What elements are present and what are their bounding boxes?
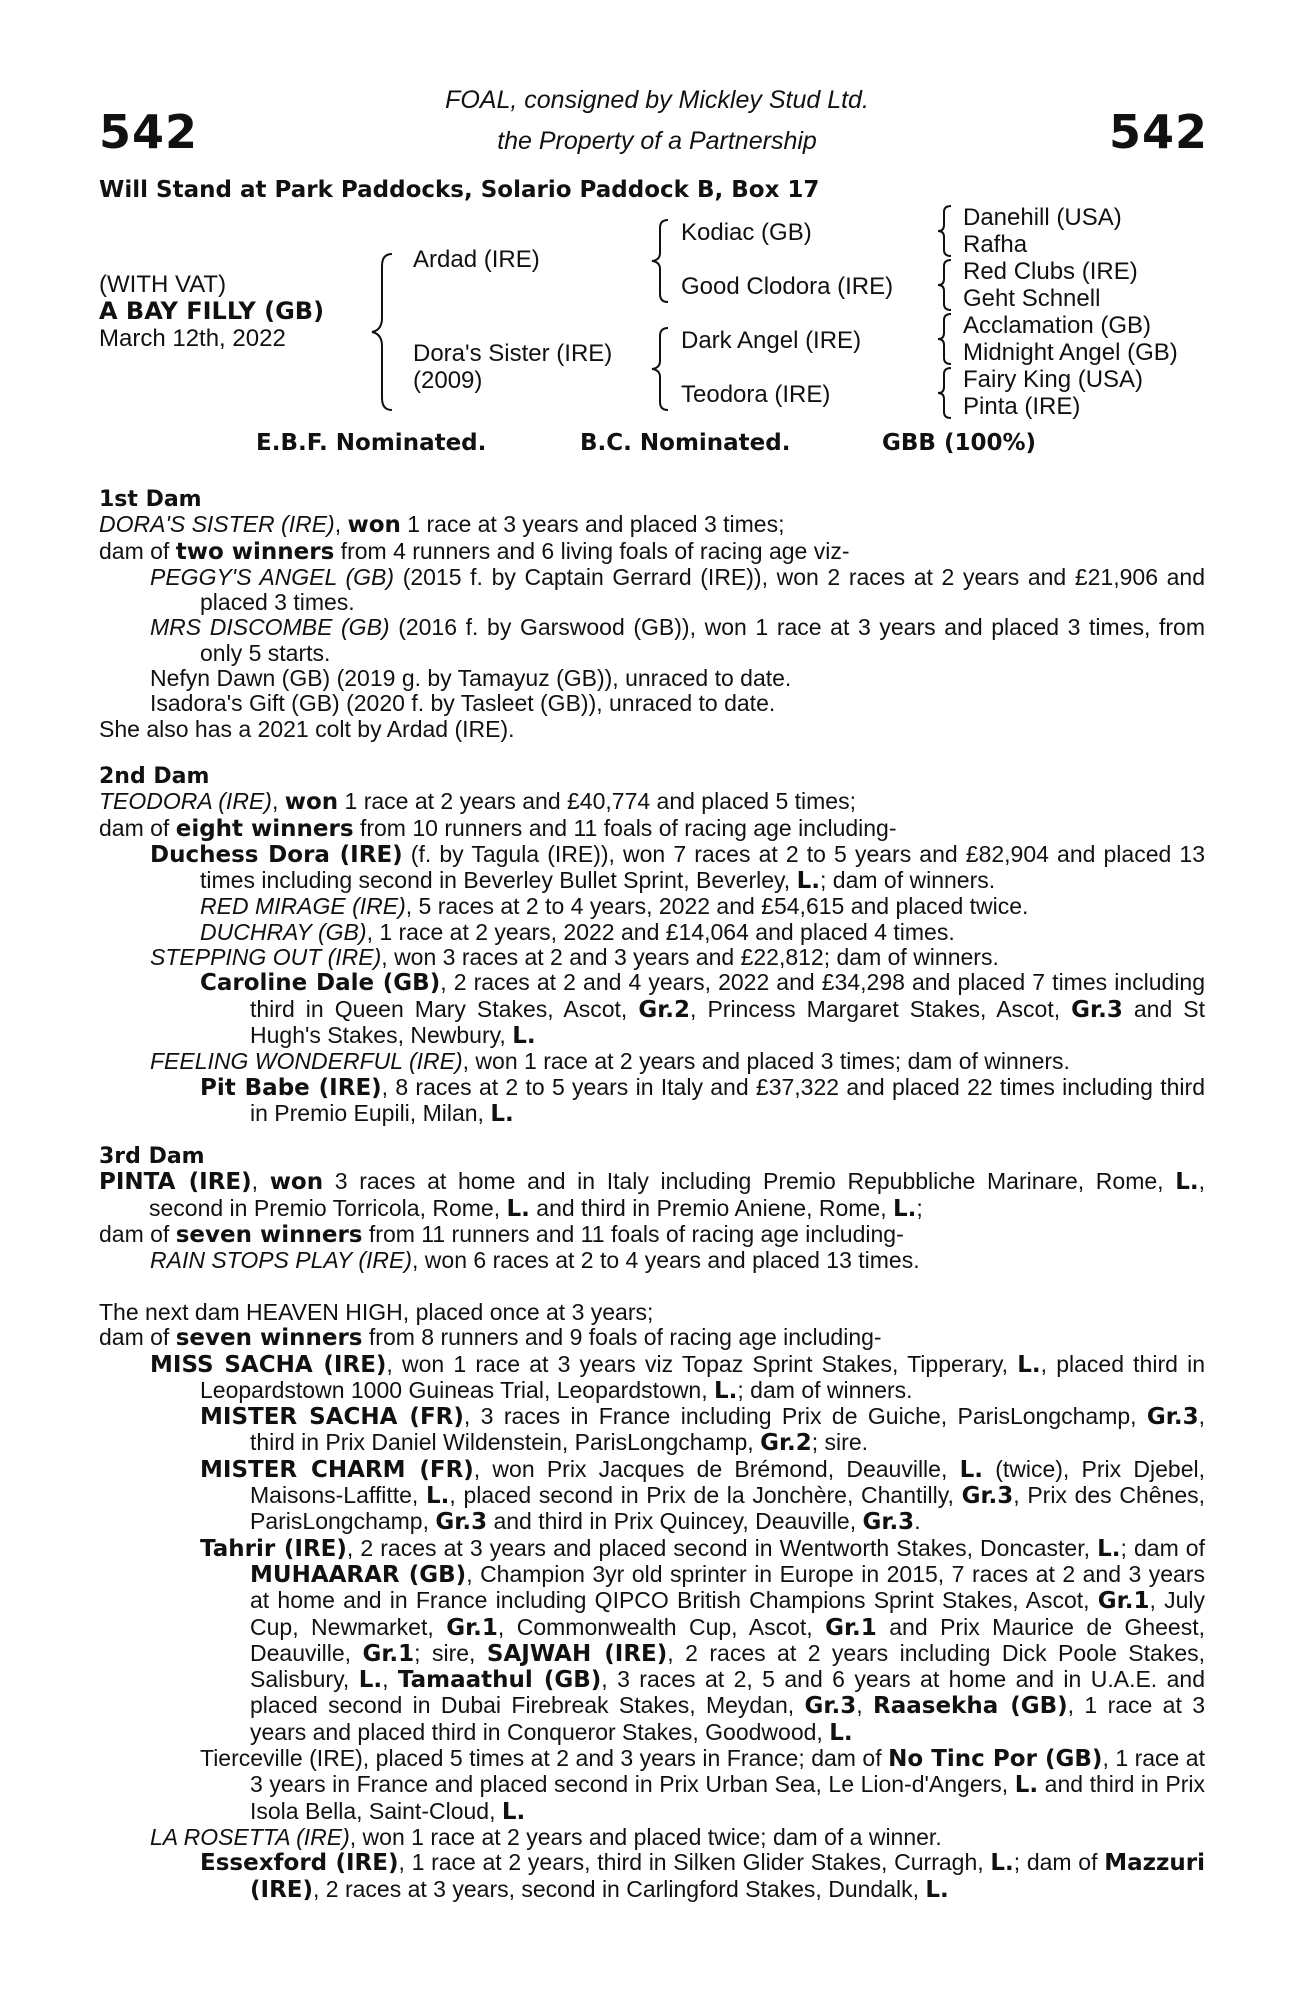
text: ; dam of [1013, 1849, 1098, 1876]
horse-name: TEODORA (IRE) [99, 788, 272, 815]
text: , 1 race at 3 years and placed third in Conqueror Stakes, Goodwood, [250, 1692, 1206, 1745]
horse-name: MISS SACHA (IRE) [150, 1351, 387, 1378]
horse-name: No Tinc Por (GB) [888, 1746, 1103, 1773]
section-heading: 3rd Dam [99, 1144, 205, 1169]
text: , 3 races at 2, 5 and 6 years at home and in U.A.E. and placed second in Dubai Firebreak Stakes, Meydan, [250, 1666, 1205, 1719]
horse-name: Mazzuri (IRE) [250, 1850, 1205, 1903]
listed-tag: L. [1097, 1535, 1121, 1562]
text: . [914, 1508, 921, 1535]
winners-count: seven winners [175, 1221, 363, 1248]
text: Tierceville (IRE), placed 5 times at 2 and 3 years in France; dam of [200, 1745, 889, 1772]
listed-tag: L. [990, 1850, 1014, 1877]
vat-label: (WITH VAT) [99, 271, 227, 298]
listed-tag: L. [959, 1456, 983, 1483]
great-grandparent-5: Acclamation (GB) [963, 312, 1152, 339]
text: , 1 race at 3 years in France and placed second in Prix Urban Sea, Le Lion-d'Angers, [250, 1745, 1205, 1798]
pedigree-brace-2 [650, 218, 674, 304]
text: 3 races at home and in Italy including Premio Repubbliche Marinare, Rome, [323, 1168, 1176, 1195]
horse-name: LA ROSETTA (IRE) [150, 1823, 350, 1850]
text: ; dam of winners. [820, 867, 996, 894]
great-grandparent-8: Pinta (IRE) [963, 393, 1081, 420]
text: , Prix des Chênes, ParisLongchamp, [250, 1482, 1206, 1535]
pedigree-brace-5 [936, 258, 956, 312]
group-tag: Gr.1 [446, 1614, 498, 1641]
horse-name: Tahrir (IRE) [200, 1535, 347, 1562]
text: dam of [99, 537, 176, 564]
text: , 5 races at 2 to 4 years, 2022 and £54,615 and placed twice. [405, 893, 1029, 920]
second-dam-section: 2nd Dam TEODORA (IRE), won 1 race at 2 years and £40,774 and placed 5 times; dam of eight winners from 10 runners and 11 foals of racing age including- Duchess Dora (IRE) (f. by Tagula (IRE)), won 7 races at 2 to 5 years and £82,904 and placed 13 times including second in Beverley Bullet Sprint, Beverley, L.; dam of winners. RED MIRAGE (IRE), 5 races at 2 to 4 years, 2022 and £54,615 and placed twice. DUCHRAY (GB), 1 race at 2 years, 2022 and £14,064 and placed 4 times. STEPPING OUT (IRE), won 3 races at 2 and 3 years and £22,812; dam of winners. Caroline Dale (GB), 2 races at 2 and 4 years, 2022 and £34,298 and placed 7 times including third in Queen Mary Stakes, Ascot, Gr.2, Princess Margaret Stakes, Ascot, Gr.3 and St Hugh's Stakes, Newbury, L. FEELING WONDERFUL (IRE), won 1 race at 2 years and placed 3 times; dam of winners. Pit Babe (IRE), 8 races at 2 to 5 years in Italy and £37,322 and placed 22 times including third in Premio Eupili, Milan, L. [99, 764, 1206, 1127]
lot-number-right: 542 [1108, 105, 1208, 159]
horse-name: DORA'S SISTER (IRE) [99, 511, 335, 538]
great-grandparent-7: Fairy King (USA) [963, 366, 1144, 393]
horse-name: MISTER CHARM (FR) [200, 1456, 474, 1483]
horse-name: STEPPING OUT (IRE) [150, 944, 382, 971]
text: , [856, 1692, 873, 1719]
text: dam of [99, 1220, 176, 1247]
text: and third in Prix Isola Bella, Saint-Cloud, [250, 1771, 1205, 1824]
text: and Prix Maurice de Gheest, Deauville, [250, 1613, 1205, 1666]
listed-tag: L. [829, 1719, 853, 1746]
text: , won 1 race at 2 years and placed twice; dam of a winner. [349, 1823, 942, 1850]
text: , won 3 races at 2 and 3 years and £22,812; dam of winners. [381, 944, 999, 971]
great-grandparent-1: Danehill (USA) [963, 204, 1122, 231]
text: ; [916, 1194, 923, 1221]
text: , won 1 race at 3 years viz Topaz Sprint Stakes, Tipperary, [386, 1350, 1018, 1377]
listed-tag: L. [714, 1377, 738, 1404]
horse-dob: March 12th, 2022 [99, 325, 286, 352]
text: , won Prix Jacques de Brémond, Deauville, [473, 1455, 960, 1482]
text: , 8 races at 2 to 5 years in Italy and £37,322 and placed 22 times including third in Premio Eupili, Milan, [250, 1073, 1205, 1126]
won-label: won [284, 789, 339, 816]
text: , 2 races at 2 years including Dick Poole Stakes, Salisbury, [250, 1639, 1206, 1693]
horse-name: Tamaathul (GB) [397, 1667, 602, 1694]
lot-number-left: 542 [99, 105, 199, 159]
horse-name: Essexford (IRE) [200, 1850, 399, 1877]
next-dam-section [99, 1300, 1205, 1903]
group-tag: Gr.3 [862, 1509, 915, 1536]
text: from 11 runners and 11 foals of racing age including- [362, 1220, 904, 1247]
pedigree-brace-1 [370, 252, 400, 412]
group-tag: Gr.3 [804, 1693, 857, 1720]
group-tag: Gr.1 [825, 1614, 877, 1641]
text: (2015 f. by Captain Gerrard (IRE)), won 2 races at 2 years and £21,906 and placed 3 times. [200, 563, 1205, 616]
horse-name: Duchess Dora (IRE) [150, 841, 403, 868]
pedigree-brace-6 [936, 312, 956, 366]
listed-tag: L. [506, 1195, 530, 1222]
text: , 3 races in France including Prix de Guiche, ParisLongchamp, [463, 1403, 1147, 1430]
dam-sire: Dark Angel (IRE) [681, 327, 862, 354]
won-label: won [269, 1169, 324, 1196]
text: , Princess Margaret Stakes, Ascot, [690, 995, 1072, 1022]
text: , won 6 races at 2 to 4 years and placed 13 times. [412, 1247, 920, 1274]
text: , 2 races at 3 years, second in Carlingford Stakes, Dundalk, [313, 1875, 926, 1902]
horse-name: DUCHRAY (GB) [200, 918, 367, 945]
horse-name: RAIN STOPS PLAY (IRE) [150, 1247, 413, 1274]
text: , placed third in Leopardstown 1000 Guineas Trial, Leopardstown, [200, 1350, 1205, 1403]
text: from 4 runners and 6 living foals of racing age viz- [334, 537, 850, 564]
text: , 1 race at 2 years, 2022 and £14,064 and placed 4 times. [366, 918, 955, 945]
text: and third in Premio Aniene, Rome, [529, 1194, 893, 1221]
group-tag: Gr.2 [760, 1430, 812, 1457]
winners-count: seven winners [175, 1325, 363, 1352]
section-heading: 2nd Dam [99, 764, 210, 789]
horse-name: FEELING WONDERFUL (IRE) [150, 1048, 463, 1075]
great-grandparent-2: Rafha [963, 231, 1028, 258]
group-tag: Gr.3 [1071, 996, 1123, 1023]
race-record: 1 race at 3 years and placed 3 times; [400, 511, 785, 538]
horse-name: PEGGY'S ANGEL (GB) [150, 563, 395, 590]
great-grandparent-3: Red Clubs (IRE) [963, 258, 1138, 285]
dam: Dora's Sister (IRE) [413, 340, 613, 367]
group-tag: Gr.1 [362, 1640, 415, 1667]
won-label: won [347, 512, 401, 539]
gbb-rating: GBB (100%) [882, 430, 1037, 456]
horse-name: MRS DISCOMBE (GB) [150, 614, 390, 641]
next-dam-intro: The next dam HEAVEN HIGH, placed once at 3 years; [99, 1299, 654, 1325]
text: , third in Prix Daniel Wildenstein, ParisLongchamp, [250, 1403, 1205, 1456]
horse-name: MISTER SACHA (FR) [200, 1404, 464, 1431]
group-tag: Gr.2 [638, 996, 691, 1023]
listed-tag: L. [925, 1876, 949, 1903]
pedigree-brace-3 [650, 326, 674, 412]
dam-year: (2009) [413, 367, 483, 394]
group-tag: Gr.3 [1146, 1404, 1199, 1431]
text: dam of [99, 814, 176, 841]
progeny-note: She also has a 2021 colt by Ardad (IRE). [99, 715, 515, 742]
property-line: the Property of a Partnership [497, 127, 817, 155]
horse-name: SAJWAH (IRE) [486, 1640, 668, 1667]
group-tag: Gr.3 [961, 1483, 1014, 1510]
text: (f. by Tagula (IRE)), won 7 races at 2 to 5 years and £82,904 and placed 13 times including second in Beverley Bullet Sprint, Beverley, [200, 840, 1205, 894]
horse-name: PINTA (IRE) [99, 1169, 252, 1196]
great-grandparent-6: Midnight Angel (GB) [963, 339, 1178, 366]
group-tag: Gr.1 [1097, 1588, 1150, 1615]
text: , Commonwealth Cup, Ascot, [497, 1613, 826, 1640]
bc-nomination: B.C. Nominated. [580, 430, 791, 456]
text: , 2 races at 2 and 4 years, 2022 and £34,298 and placed 7 times including third in Queen Mary Stakes, Ascot, [250, 969, 1205, 1022]
listed-tag: L. [425, 1483, 450, 1510]
text: ; dam of winners. [737, 1376, 913, 1403]
ebf-nomination: E.B.F. Nominated. [256, 430, 487, 456]
text: and St Hugh's Stakes, Newbury, [250, 995, 1206, 1048]
text: from 8 runners and 9 foals of racing age including- [362, 1324, 882, 1351]
third-dam-section: 3rd Dam PINTA (IRE), won 3 races at home and in Italy including Premio Repubbliche Marinare, Rome, L., second in Premio Torricola, Rome, L. and third in Premio Aniene, Rome, L.; dam of seven winners from 11 runners and 11 foals of racing age including- RAIN STOPS PLAY (IRE), won 6 races at 2 to 4 years and placed 13 times. [99, 1144, 1205, 1274]
progeny-entry: Nefyn Dawn (GB) (2019 g. by Tamayuz (GB)), unraced to date. [150, 665, 792, 692]
text: dam of [99, 1324, 176, 1351]
listed-tag: L. [358, 1667, 383, 1694]
sire: Ardad (IRE) [413, 246, 540, 273]
listed-tag: L. [490, 1100, 514, 1127]
horse-name: Raasekha (GB) [873, 1693, 1068, 1720]
listed-tag: L. [1017, 1351, 1041, 1378]
great-grandparent-4: Geht Schnell [963, 285, 1101, 312]
listed-tag: L. [512, 1022, 536, 1049]
consignor-line: FOAL, consigned by Mickley Stud Ltd. [445, 86, 869, 114]
pedigree-brace-7 [936, 366, 956, 420]
group-tag: Gr.3 [435, 1509, 488, 1536]
horse-name: Caroline Dale (GB) [200, 970, 441, 997]
horse-name: RED MIRAGE (IRE) [200, 893, 406, 920]
listed-tag: L. [796, 868, 820, 895]
listed-tag: L. [501, 1798, 526, 1825]
progeny-entry: Isadora's Gift (GB) (2020 f. by Tasleet (GB)), unraced to date. [150, 690, 776, 717]
sire-sire: Kodiac (GB) [681, 219, 812, 246]
text: , Champion 3yr old sprinter in Europe in 2015, 7 races at 2 and 3 years at home and in France including QIPCO British Champions Sprint Stakes, Ascot, [250, 1560, 1206, 1614]
text: (2016 f. by Garswood (GB)), won 1 race at 3 years and placed 3 times, from only 5 starts. [200, 614, 1205, 666]
text: , placed second in Prix de la Jonchère, Chantilly, [449, 1482, 962, 1509]
section-heading: 1st Dam [99, 487, 202, 512]
text: , second in Premio Torricola, Rome, [149, 1168, 1205, 1221]
text: ; sire, [414, 1639, 487, 1666]
text: , 1 race at 2 years, third in Silken Glider Stakes, Curragh, [398, 1849, 991, 1876]
text: , July Cup, Newmarket, [250, 1587, 1205, 1640]
text: ; dam of [1120, 1534, 1205, 1561]
text: from 10 runners and 11 foals of racing age including- [353, 814, 897, 841]
horse-name: A BAY FILLY (GB) [99, 297, 325, 325]
listed-tag: L. [1014, 1772, 1039, 1799]
text: , [382, 1666, 398, 1693]
listed-tag: L. [893, 1195, 917, 1222]
race-record: 1 race at 2 years and £40,774 and placed 5 times; [338, 788, 856, 815]
listed-tag: L. [1175, 1169, 1199, 1196]
stand-location: Will Stand at Park Paddocks, Solario Paddock B, Box 17 [99, 177, 820, 203]
pedigree-brace-4 [936, 204, 956, 258]
text: and third in Prix Quincey, Deauville, [487, 1508, 863, 1535]
text: (twice), Prix Djebel, Maisons-Laffitte, [250, 1455, 1205, 1509]
text: , 2 races at 3 years and placed second in Wentworth Stakes, Doncaster, [346, 1534, 1098, 1561]
first-dam-section: 1st Dam DORA'S SISTER (IRE), won 1 race at 3 years and placed 3 times; dam of two winners from 4 runners and 6 living foals of racing age viz- PEGGY'S ANGEL (GB) (2015 f. by Captain Gerrard (IRE)), won 2 races at 2 years and £21,906 and placed 3 times. MRS DISCOMBE (GB) (2016 f. by Garswood (GB)), won 1 race at 3 years and placed 3 times, from only 5 starts. Nefyn Dawn (GB) (2019 g. by Tamayuz (GB)), unraced to date. Isadora's Gift (GB) (2020 f. by Tasleet (GB)), unraced to date. She also has a 2021 colt by Ardad (IRE). [99, 487, 1205, 742]
text: ; sire. [811, 1429, 868, 1456]
winners-count: two winners [175, 538, 335, 565]
text: , won 1 race at 2 years and placed 3 times; dam of winners. [462, 1048, 1070, 1075]
dam-dam: Teodora (IRE) [681, 381, 831, 408]
horse-name: MUHAARAR (GB) [250, 1561, 467, 1588]
winners-count: eight winners [175, 815, 354, 842]
horse-name: Pit Babe (IRE) [200, 1074, 382, 1101]
sire-dam: Good Clodora (IRE) [681, 273, 894, 300]
